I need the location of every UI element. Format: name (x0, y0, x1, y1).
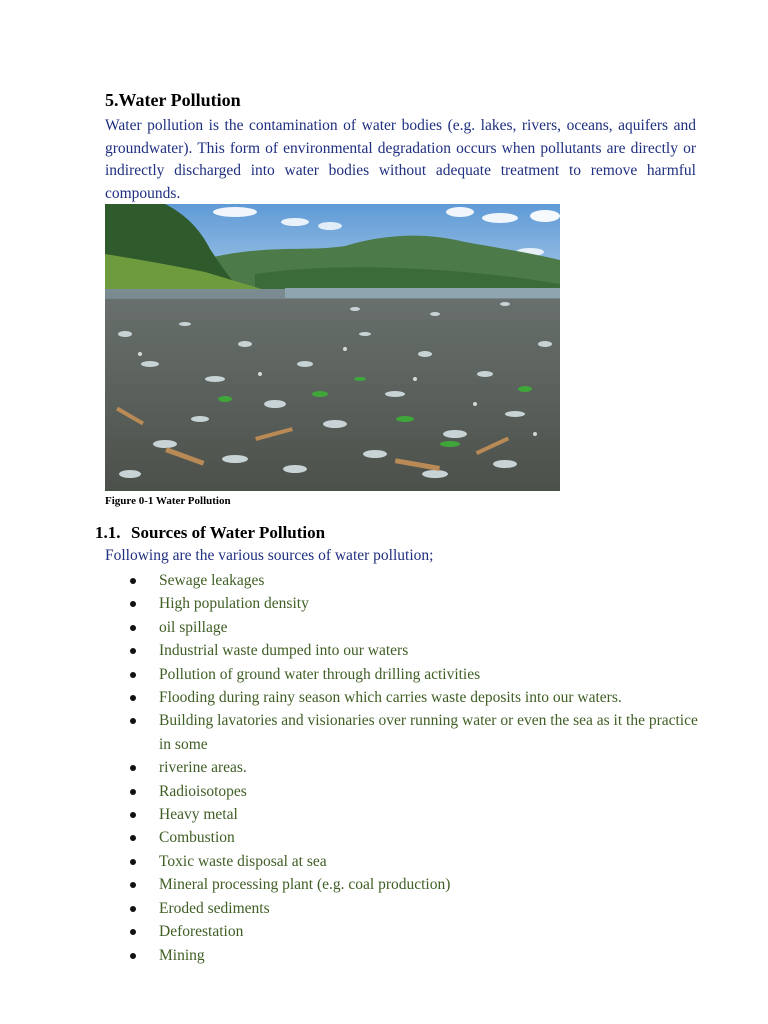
list-item (128, 920, 698, 943)
sources-list (128, 569, 698, 967)
bullet-icon (130, 672, 136, 678)
subsection-title: Sources of Water Pollution (131, 523, 326, 542)
list-item-text: Building lavatories and visionaries over running water or even the sea as it the practice in some (159, 712, 698, 753)
list-item (128, 873, 698, 896)
list-item-text: oil spillage (159, 618, 228, 636)
bullet-icon (130, 859, 136, 865)
list-item (128, 897, 698, 920)
bullet-icon (130, 835, 136, 841)
list-item-text: Pollution of ground water through drilling activities (159, 665, 481, 683)
list-item-text: Mineral processing plant (e.g. coal production) (159, 876, 451, 894)
list-item-text: Eroded sediments (159, 899, 270, 917)
list-item (128, 850, 698, 873)
bullet-icon (130, 929, 136, 935)
list-item (128, 639, 698, 662)
bullet-icon (130, 695, 136, 701)
bullet-icon (130, 882, 136, 888)
figure-caption: Figure 0-1 Water Pollution (105, 495, 231, 507)
list-item (128, 780, 698, 803)
list-item (128, 616, 698, 639)
list-item-text: Industrial waste dumped into our waters (159, 642, 409, 660)
bullet-icon (130, 648, 136, 654)
list-item-text: Flooding during rainy season which carries waste deposits into our waters. (159, 689, 622, 707)
list-item (128, 592, 698, 615)
list-item-text: riverine areas. (159, 759, 247, 777)
subsection-heading (95, 523, 325, 543)
list-item (128, 756, 698, 779)
list-item (128, 709, 698, 756)
sources-lead-text: Following are the various sources of water pollution; (105, 547, 434, 564)
list-item-text: Radioisotopes (159, 782, 247, 800)
pollution-photo-illustration (105, 204, 560, 491)
bullet-icon (130, 601, 136, 607)
bullet-icon (130, 718, 136, 724)
bullet-icon (130, 906, 136, 912)
bullet-icon (130, 578, 136, 584)
bullet-icon (130, 625, 136, 631)
list-item-text: Heavy metal (159, 806, 238, 824)
bullet-icon (130, 812, 136, 818)
list-item-text: Sewage leakages (159, 572, 265, 589)
intro-paragraph: Water pollution is the contamination of water bodies (e.g. lakes, rivers, oceans, aquifers and groundwater). This form of environmental degradation occurs when pollutants are directly or indirectly discharged into water bodies without adequate treatment to remove harmful compounds. (105, 117, 696, 202)
list-item-text: Toxic waste disposal at sea (159, 852, 327, 870)
list-item (128, 803, 698, 826)
list-item-text: Combustion (159, 829, 235, 847)
subsection-number: 1.1. (95, 523, 121, 542)
bullet-icon (130, 953, 136, 959)
water-pollution-photo (105, 204, 560, 491)
bullet-icon (130, 789, 136, 795)
list-item (128, 686, 698, 709)
list-item (128, 944, 698, 967)
list-item (128, 663, 698, 686)
list-item (128, 826, 698, 849)
list-item-text: High population density (159, 595, 309, 613)
list-item (128, 569, 698, 592)
list-item-text: Deforestation (159, 923, 244, 941)
list-item-text: Mining (159, 946, 205, 964)
section-heading: 5.Water Pollution (105, 90, 241, 110)
bullet-icon (130, 765, 136, 771)
